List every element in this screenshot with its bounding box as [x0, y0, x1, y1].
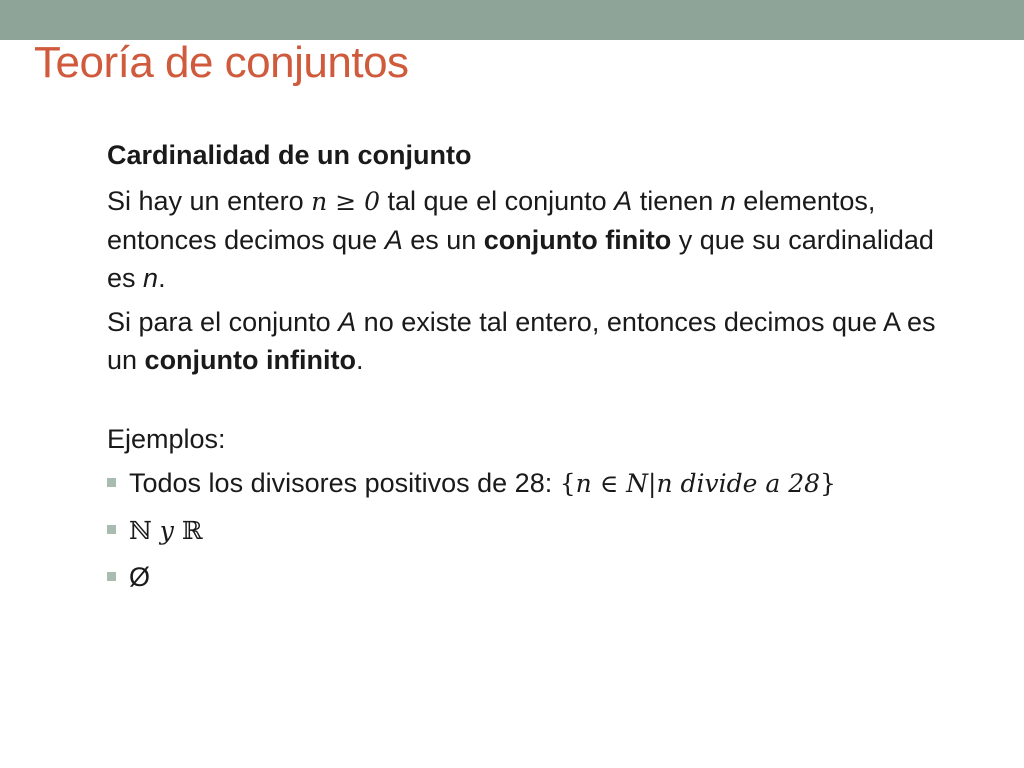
- reals-symbol: ℝ: [181, 516, 203, 545]
- empty-set-symbol: Ø: [129, 562, 151, 592]
- math-n-geq-zero: n ≥ 0: [311, 187, 380, 216]
- term-finite-set: conjunto finito: [483, 225, 672, 255]
- spacer: [107, 385, 967, 420]
- text: elementos, entonces decimos que: [107, 186, 876, 255]
- square-bullet-icon: [107, 525, 116, 534]
- math-y: y: [151, 516, 182, 545]
- text: tal que el conjunto: [380, 186, 615, 216]
- square-bullet-icon: [107, 572, 116, 581]
- var-n: n: [720, 186, 736, 216]
- section-heading: Cardinalidad de un conjunto: [107, 140, 472, 170]
- term-infinite-set: conjunto infinito: [144, 345, 356, 375]
- square-bullet-icon: [107, 478, 116, 487]
- set-a: A: [614, 186, 633, 216]
- definition-infinite-paragraph: [107, 303, 967, 379]
- math-brace-close: }: [820, 469, 836, 498]
- slide-title: Teoría de conjuntos: [34, 38, 409, 87]
- math-set-builder: n ∈ N|n divide a 28: [575, 469, 821, 498]
- text: tienen: [632, 186, 721, 216]
- text: no existe tal entero, entonces decimos que A es un: [107, 307, 936, 375]
- math-brace-open: {: [559, 469, 576, 498]
- set-a: A: [338, 307, 357, 337]
- slide-top-bar: [0, 0, 1024, 40]
- example-item-empty-set: [107, 558, 967, 596]
- text: Si hay un entero: [107, 186, 312, 216]
- examples-list: [107, 464, 967, 596]
- text: .: [158, 263, 166, 293]
- set-a: A: [384, 225, 403, 255]
- examples-heading: Ejemplos:: [107, 424, 226, 454]
- slide-content: [107, 136, 967, 604]
- example-item-divisors: [107, 464, 967, 503]
- example-item-n-and-r: [107, 511, 967, 550]
- definition-finite-paragraph: [107, 182, 967, 297]
- text: .: [356, 345, 364, 375]
- text: Si para el conjunto: [107, 307, 339, 337]
- text: y que su cardinalidad es: [107, 225, 934, 293]
- text: es un: [402, 225, 484, 255]
- var-n: n: [143, 263, 159, 293]
- example-text: Todos los divisores positivos de 28:: [129, 468, 560, 498]
- naturals-symbol: ℕ: [129, 516, 152, 545]
